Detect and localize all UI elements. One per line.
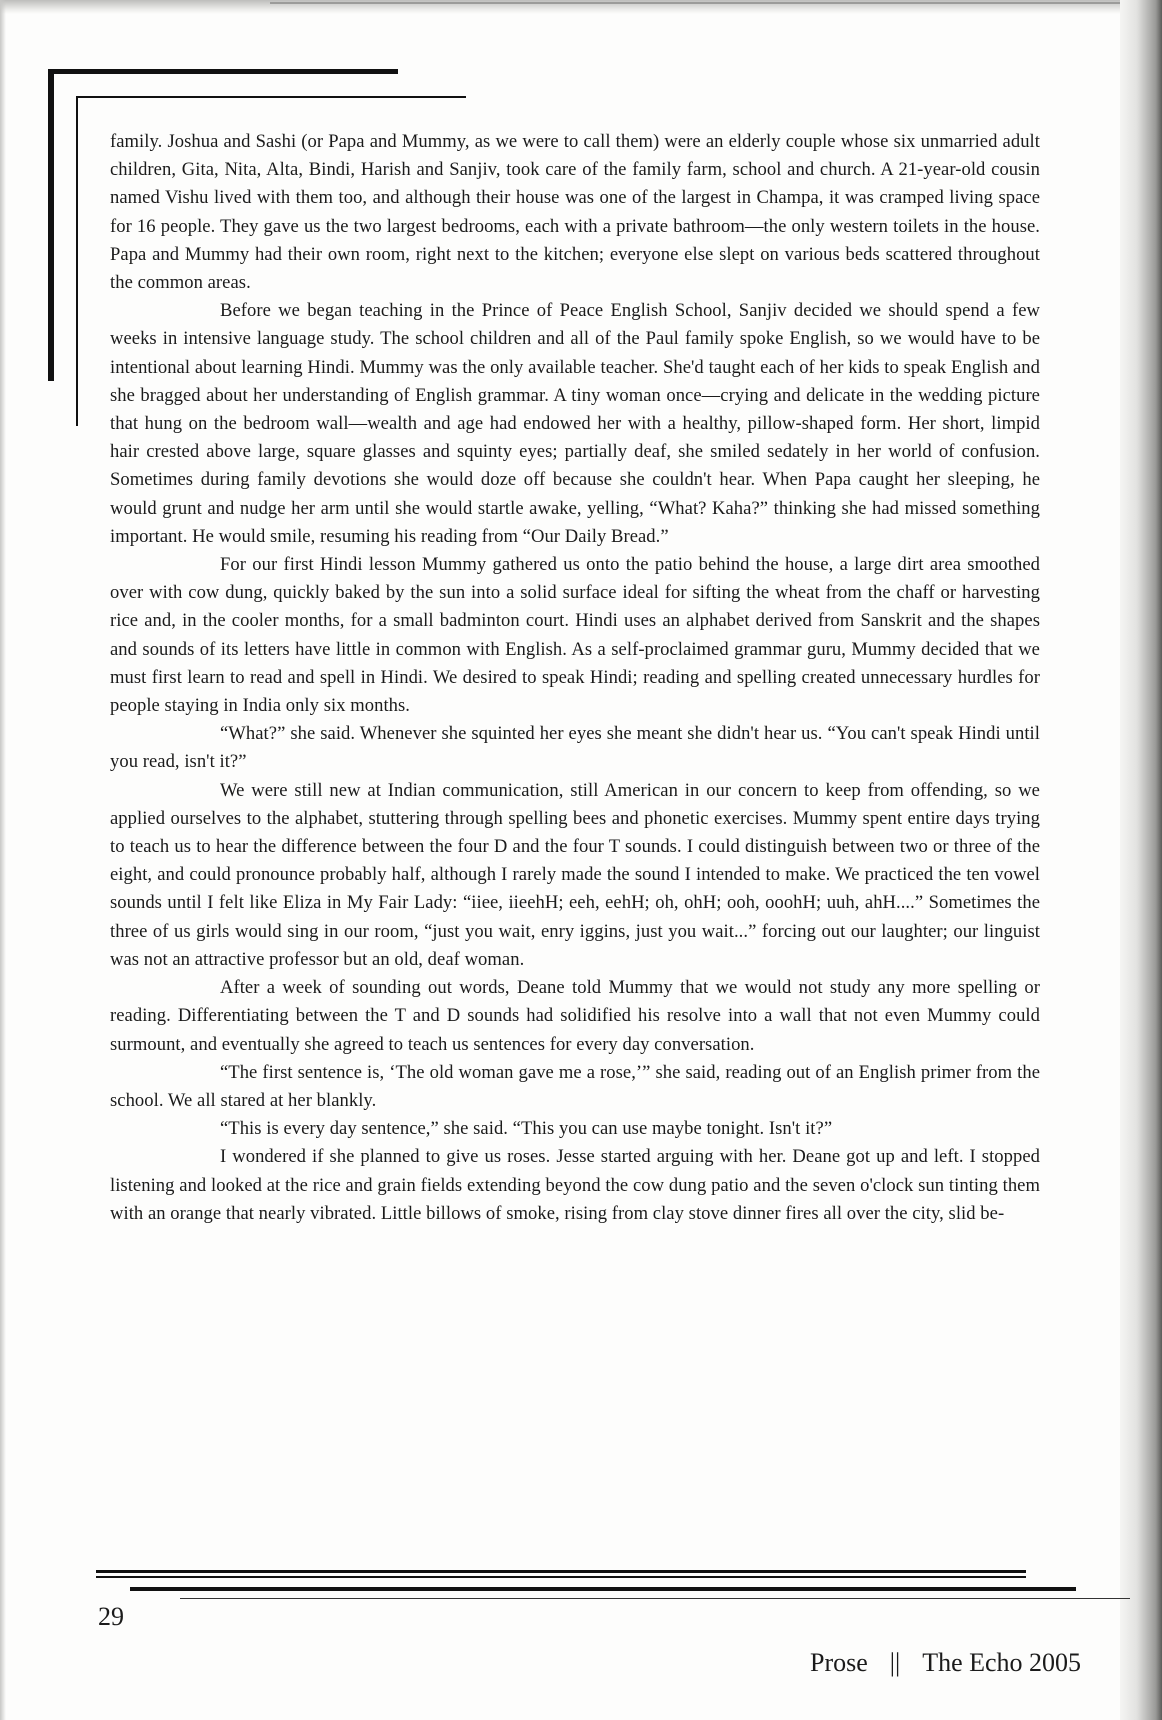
frame-left-inner-rule [76, 96, 78, 426]
paragraph: I wondered if she planned to give us roses. Jesse started arguing with her. Deane got up and left. I stopped listening and looked at the rice and grain fields extending beyond the cow dung patio and the seven o'clock sun tinting them with an orange that nearly vibrated. Little billows of smoke, rising from clay stove dinner fires all over the city, slid be- [110, 1146, 1040, 1224]
footer-rule-2 [96, 1576, 1026, 1578]
frame-top-outer-rule [48, 69, 398, 74]
scan-shadow-right [1120, 0, 1162, 1720]
scan-top-rule [270, 2, 1130, 4]
footer-publication: The Echo 2005 [922, 1648, 1082, 1677]
footer-rule-3 [130, 1587, 1076, 1591]
footer-section: Prose [810, 1648, 868, 1677]
paragraph: After a week of sounding out words, Deane told Mummy that we would not study any more spelling or reading. Differentiating between the T and D sounds had solidified his resolve into a wall that not even Mummy could surmount, and eventually she agreed to teach us sentences for every day conversation. [110, 977, 1040, 1055]
paragraph: We were still new at Indian communication, still American in our concern to keep from offending, so we applied ourselves to the alphabet, stuttering through spelling bees and phonetic exercises. Mummy spent entire days trying to teach us to hear the difference between the four D and the four T sounds. I could distinguish between two or three of the eight, and could pronounce probably half, although I rarely made the sound I intended to make. We practiced the ten vowel sounds until I felt like Eliza in My Fair Lady: “iiee, iieehH; eeh, eehH; oh, ohH; ooh, ooohH; uuh, ahH....” Sometimes the three of us girls would sing in our room, “just you wait, enry iggins, just you wait...” forcing out our laughter; our linguist was not an attractive professor but an old, deaf woman. [110, 779, 1040, 970]
running-footer [810, 1648, 1081, 1678]
paragraph: “What?” she said. Whenever she squinted her eyes she meant she didn't hear us. “You can't speak Hindi until you read, isn't it?” [110, 723, 1040, 773]
scan-shadow-left [0, 0, 6, 1720]
paragraph: For our first Hindi lesson Mummy gathered us onto the patio behind the house, a large dirt area smoothed over with cow dung, quickly baked by the sun into a solid surface ideal for sifting the wheat from the chaff or harvesting rice and, in the cooler months, for a small badminton court. Hindi uses an alphabet derived from Sanskrit and the shapes and sounds of its letters have little in common with English. As a self-proclaimed grammar guru, Mummy decided that we must first learn to read and spell in Hindi. We desired to speak Hindi; reading and spelling created unnecessary hurdles for people staying in India only six months. [110, 554, 1040, 717]
page-number: 29 [98, 1602, 124, 1631]
article-body [110, 128, 1040, 1228]
footer-rule-4 [180, 1598, 1130, 1599]
footer-separator: || [889, 1648, 901, 1677]
paragraph: family. Joshua and Sashi (or Papa and Mummy, as we were to call them) were an elderly couple whose six unmarried adult children, Gita, Nita, Alta, Bindi, Harish and Sanjiv, took care of the family farm, school and church. A 21-year-old cousin named Vishu lived with them too, and although their house was one of the largest in Champa, it was cramped living space for 16 people. They gave us the two largest bedrooms, each with a private bathroom—the only western toilets in the house. Papa and Mummy had their own room, right next to the kitchen; everyone else slept on various beds scattered throughout the common areas. [110, 131, 1040, 294]
frame-top-inner-rule [76, 96, 466, 98]
paragraph: “The first sentence is, ‘The old woman gave me a rose,’” she said, reading out of an English primer from the school. We all stared at her blankly. [110, 1061, 1040, 1111]
frame-left-outer-rule [48, 69, 54, 381]
paragraph: Before we began teaching in the Prince of Peace English School, Sanjiv decided we should spend a few weeks in intensive language study. The school children and all of the Paul family spoke English, so we would have to be intentional about learning Hindi. Mummy was the only available teacher. She'd taught each of her kids to speak English and she bragged about her understanding of English grammar. A tiny woman once—crying and delicate in the wedding picture that hung on the bedroom wall—wealth and age had endowed her with a healthy, pillow-shaped form. Her short, limpid hair crested above large, square glasses and squinty eyes; partially deaf, she smiled sedately in her world of confusion. Sometimes during family devotions she would doze off because she couldn't hear. When Papa caught her sleeping, he would grunt and nudge her arm until she would startle awake, yelling, “What? Kaha?” thinking she had missed something important. He would smile, resuming his reading from “Our Daily Bread.” [110, 300, 1040, 547]
paragraph: “This is every day sentence,” she said. “This you can use maybe tonight. Isn't it?” [220, 1118, 833, 1140]
footer-rule-1 [96, 1570, 1026, 1573]
